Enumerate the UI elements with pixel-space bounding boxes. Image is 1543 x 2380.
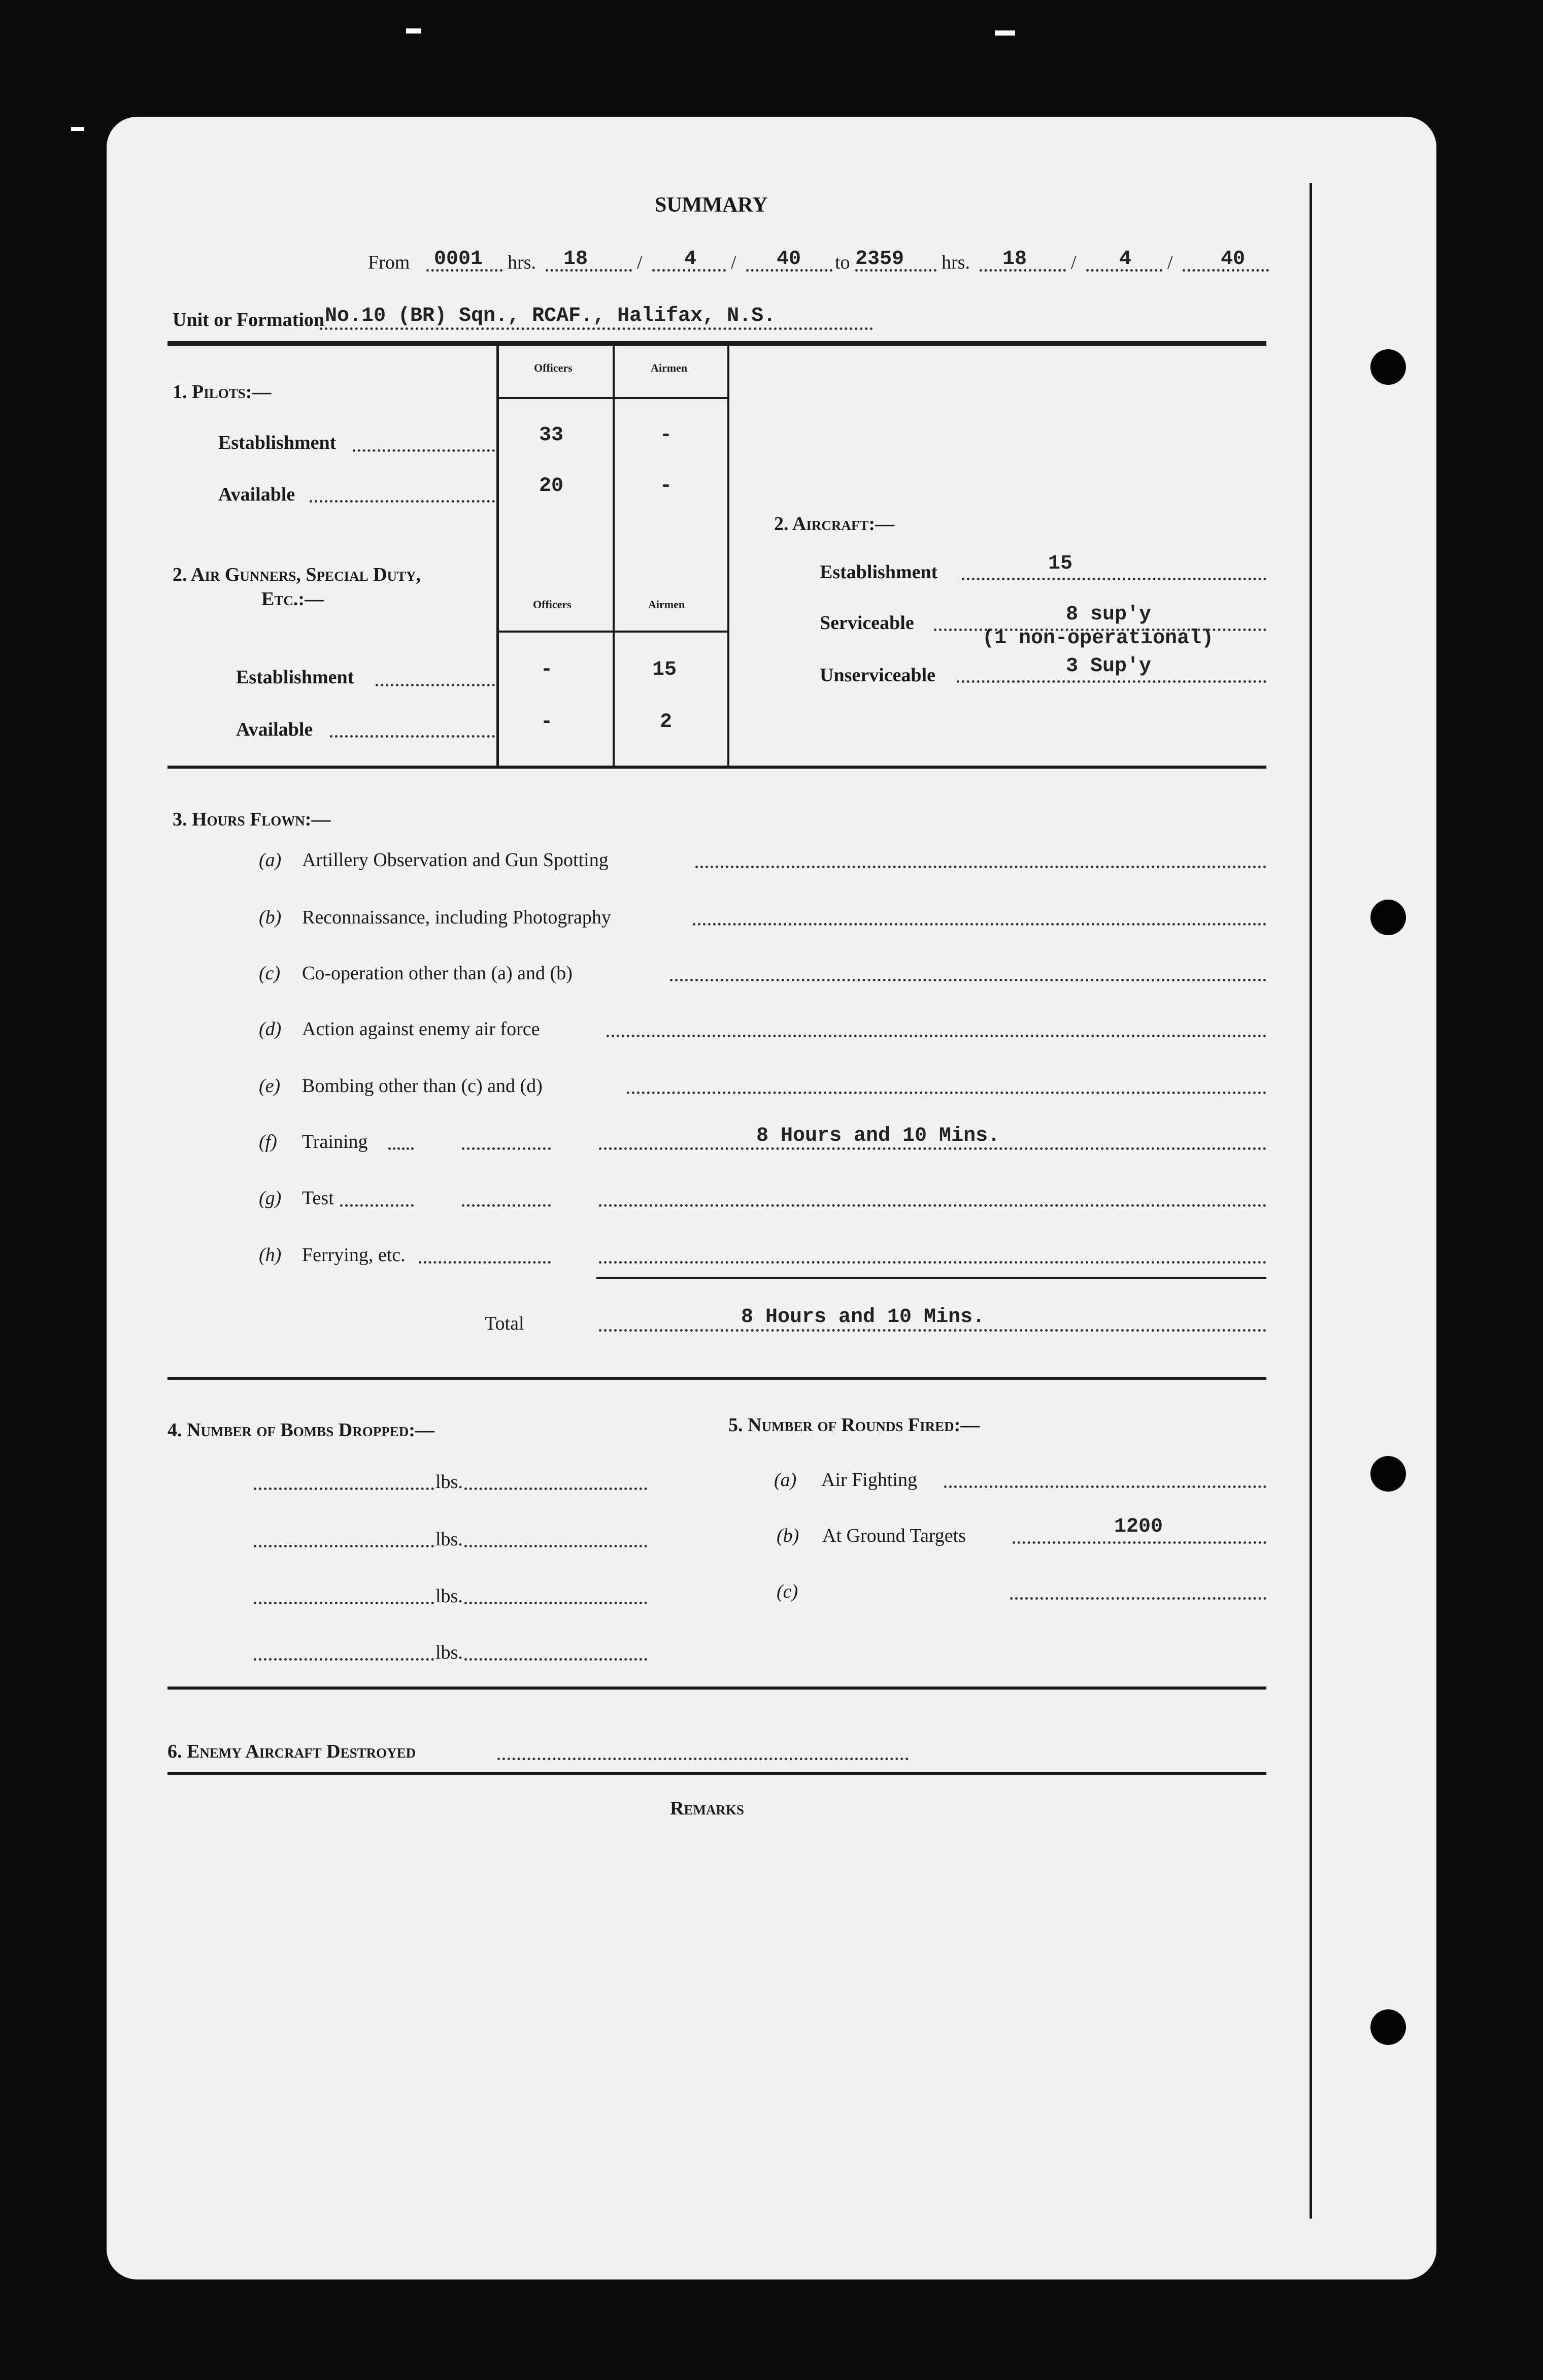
slash: /: [731, 252, 736, 273]
gunners-heading-cont: Etc.:—: [261, 588, 324, 610]
rounds-c-letter: (c): [777, 1581, 798, 1602]
film-speck: [995, 30, 1015, 36]
section-divider: [167, 1772, 1266, 1775]
section-divider: [167, 766, 1266, 769]
table-line: [727, 346, 729, 767]
rounds-b-label: At Ground Targets: [822, 1525, 966, 1546]
from-month: 4: [684, 248, 697, 271]
hours-e-label: Bombing other than (c) and (d): [302, 1075, 543, 1097]
margin-line: [1310, 183, 1312, 2219]
punch-hole: [1370, 900, 1406, 935]
bombs-heading: 4. Number of Bombs Dropped:—: [167, 1419, 434, 1441]
to-hrs-label: hrs.: [942, 252, 970, 273]
pilots-available-airmen: -: [660, 475, 673, 498]
film-speck: [71, 127, 84, 131]
gunners-available-airmen: 2: [660, 711, 673, 734]
hours-b-label: Reconnaissance, including Photography: [302, 907, 611, 928]
slash: /: [1167, 252, 1173, 273]
hours-g-letter: (g): [259, 1187, 282, 1209]
punch-hole: [1370, 2009, 1406, 2045]
from-year: 40: [777, 248, 801, 271]
rounds-heading: 5. Number of Rounds Fired:—: [728, 1414, 980, 1436]
total-label: Total: [485, 1313, 524, 1334]
pilots-establishment-airmen: -: [660, 424, 673, 447]
aircraft-establishment-label: Establishment: [820, 561, 938, 583]
page-title: SUMMARY: [655, 193, 768, 217]
hours-d-label: Action against enemy air force: [302, 1018, 540, 1040]
hours-a-label: Artillery Observation and Gun Spotting: [302, 849, 609, 871]
bombs-unit: lbs.: [435, 1642, 463, 1663]
pilots-available-officers: 20: [539, 475, 564, 498]
pilots-airmen-header: Airmen: [651, 361, 688, 374]
to-time: 2359: [855, 248, 904, 271]
to-label: to: [835, 252, 850, 273]
pilots-establishment-label: Establishment: [218, 432, 337, 453]
hours-f-label: Training: [302, 1131, 368, 1152]
table-line: [496, 631, 728, 633]
slash: /: [1071, 252, 1077, 273]
unit-value: No.10 (BR) Sqn., RCAF., Halifax, N.S.: [325, 305, 776, 327]
rounds-a-label: Air Fighting: [821, 1469, 917, 1491]
aircraft-unserviceable-value: 3 Sup'y: [1066, 655, 1152, 678]
from-label: From: [368, 252, 410, 273]
section-divider: [167, 1687, 1266, 1690]
section-divider: [167, 341, 1266, 346]
hours-e-letter: (e): [259, 1075, 281, 1097]
section-divider: [167, 1377, 1266, 1380]
punch-hole: [1370, 1456, 1406, 1492]
total-value: 8 Hours and 10 Mins.: [741, 1306, 985, 1329]
rounds-b-value: 1200: [1114, 1515, 1163, 1538]
gunners-establishment-officers: -: [541, 658, 553, 681]
table-line: [496, 397, 728, 399]
aircraft-serviceable-note: (1 non-operational): [982, 627, 1214, 650]
gunners-establishment-label: Establishment: [236, 667, 354, 688]
bombs-unit: lbs.: [435, 1471, 463, 1493]
to-month: 4: [1119, 248, 1132, 271]
from-time: 0001: [434, 248, 483, 271]
rounds-b-letter: (b): [777, 1525, 799, 1546]
gunners-available-label: Available: [236, 719, 313, 740]
to-day: 18: [1002, 248, 1027, 271]
pilots-available-label: Available: [218, 484, 295, 505]
hours-c-letter: (c): [259, 963, 281, 984]
gunners-heading: 2. Air Gunners, Special Duty,: [173, 564, 421, 585]
bombs-unit: lbs.: [435, 1585, 463, 1607]
film-speck: [406, 28, 421, 34]
hours-f-letter: (f): [259, 1131, 277, 1152]
slash: /: [637, 252, 643, 273]
pilots-officers-header: Officers: [534, 361, 573, 374]
gunners-establishment-airmen: 15: [652, 658, 677, 681]
aircraft-unserviceable-label: Unserviceable: [820, 665, 935, 686]
unit-label: Unit or Formation: [173, 309, 325, 330]
punch-hole: [1370, 349, 1406, 385]
hours-b-letter: (b): [259, 907, 282, 928]
table-line: [496, 346, 499, 767]
hours-c-label: Co-operation other than (a) and (b): [302, 963, 573, 984]
table-line: [613, 346, 615, 767]
gunners-airmen-header: Airmen: [648, 598, 685, 611]
from-hrs-label: hrs.: [508, 252, 536, 273]
hours-a-letter: (a): [259, 849, 282, 871]
gunners-available-officers: -: [541, 711, 553, 734]
from-day: 18: [563, 248, 588, 271]
pilots-heading: 1. Pilots:—: [173, 381, 272, 403]
hours-g-label: Test: [302, 1187, 334, 1209]
hours-d-letter: (d): [259, 1018, 282, 1040]
total-rule: [596, 1277, 1266, 1279]
remarks-heading: Remarks: [670, 1798, 744, 1819]
hours-h-label: Ferrying, etc.: [302, 1244, 406, 1266]
aircraft-heading: 2. Aircraft:—: [774, 513, 895, 535]
enemy-aircraft-label: 6. Enemy Aircraft Destroyed: [167, 1741, 416, 1762]
aircraft-serviceable-value: 8 sup'y: [1066, 603, 1152, 626]
bombs-unit: lbs.: [435, 1529, 463, 1550]
hours-heading: 3. Hours Flown:—: [173, 809, 331, 830]
rounds-a-letter: (a): [774, 1469, 797, 1491]
pilots-establishment-officers: 33: [539, 424, 564, 447]
aircraft-serviceable-label: Serviceable: [820, 612, 914, 634]
hours-h-letter: (h): [259, 1244, 282, 1266]
to-year: 40: [1221, 248, 1246, 271]
aircraft-establishment-value: 15: [1048, 552, 1073, 575]
hours-f-value: 8 Hours and 10 Mins.: [756, 1125, 1000, 1147]
gunners-officers-header: Officers: [533, 598, 572, 611]
